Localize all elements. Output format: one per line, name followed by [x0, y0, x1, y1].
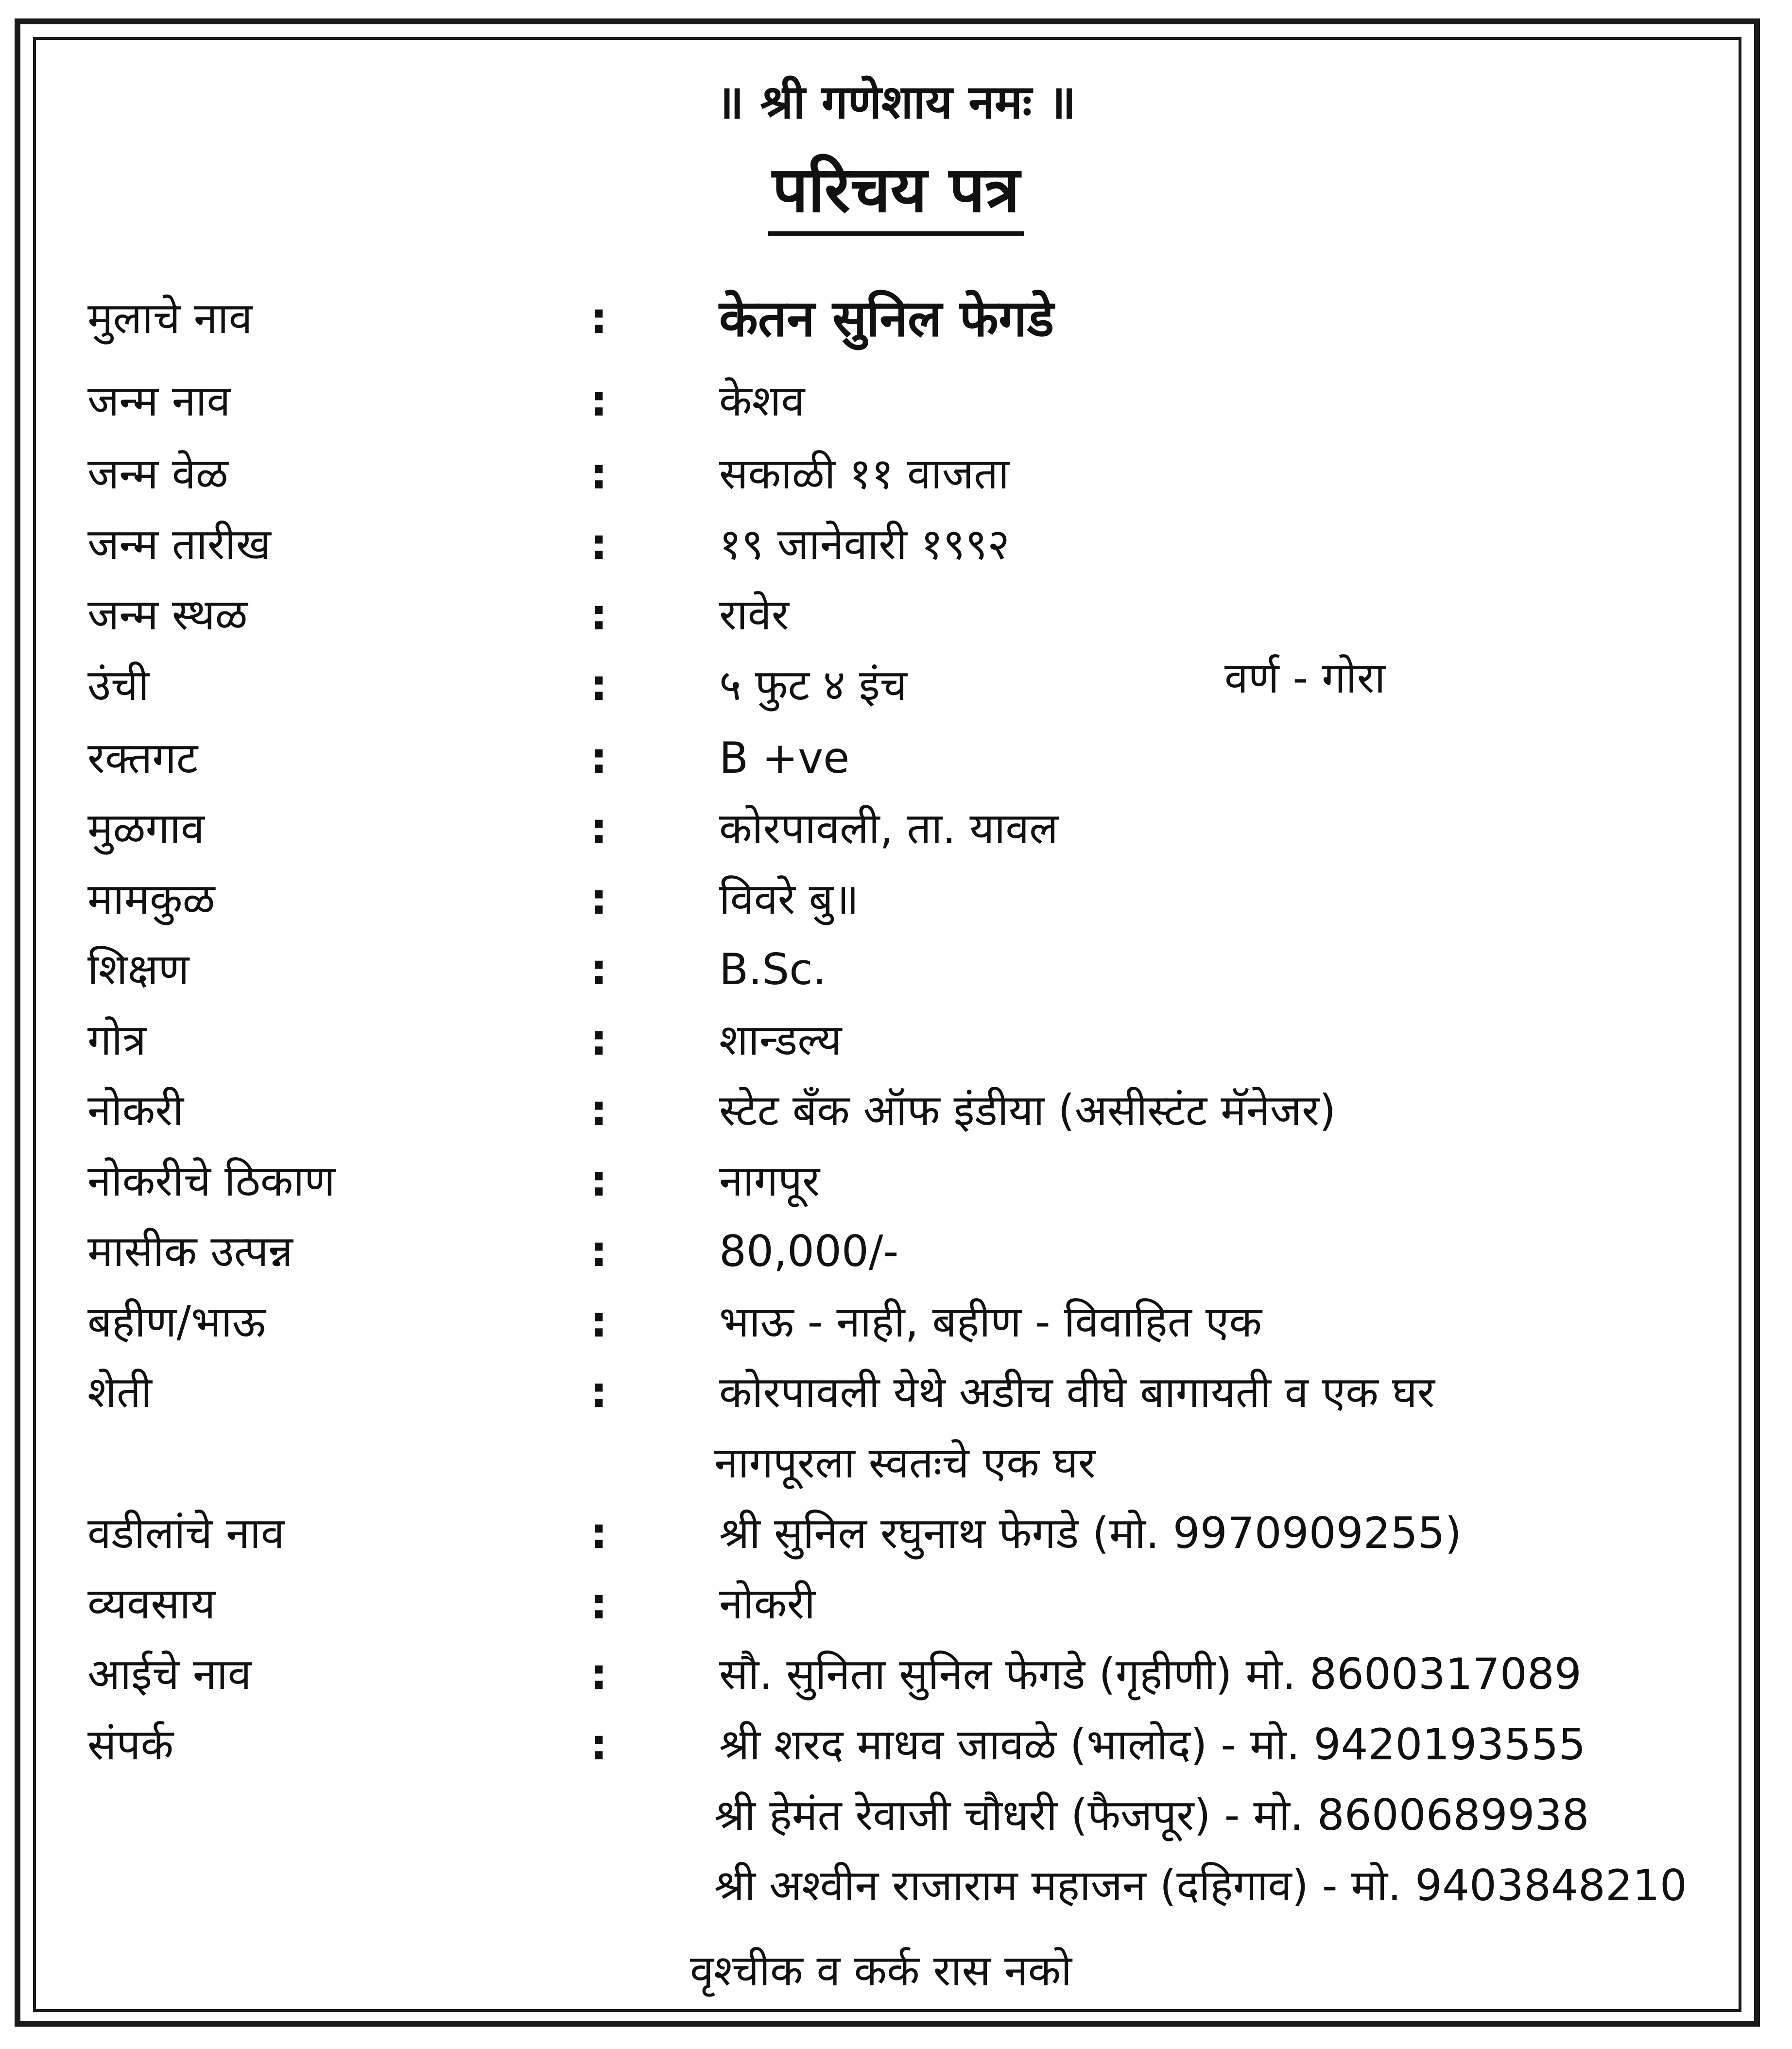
field-value-continued: श्री हेमंत रेवाजी चौधरी (फैजपूर) - मो. 8600689938 [714, 1790, 1589, 1840]
field-label: नोकरी [87, 1085, 184, 1135]
field-label: शेती [87, 1367, 152, 1417]
field-label: नोकरीचे ठिकाण [87, 1156, 335, 1206]
field-label: शिक्षण [87, 944, 190, 994]
row-job [0, 1079, 1792, 1142]
field-label: बहीण/भाऊ [87, 1297, 266, 1347]
field-value: केतन सुनिल फेगडे [719, 289, 1054, 348]
field-value: B +ve [719, 733, 850, 783]
field-label: रक्तगट [87, 733, 198, 783]
row-native-village [0, 797, 1792, 860]
row-gotra [0, 1008, 1792, 1072]
field-label: मामकुळ [87, 874, 215, 924]
document-title-text: परिचय पत्र [768, 151, 1024, 236]
field-value-continued: नागपूरला स्वतःचे एक घर [714, 1438, 1096, 1488]
field-value: कोरपावली येथे अडीच वीघे बागायती व एक घर [719, 1367, 1435, 1417]
row-father-name [0, 1502, 1792, 1565]
row-boy-name [0, 287, 1792, 350]
field-colon: : [590, 449, 608, 499]
field-value: शान्डल्य [719, 1015, 842, 1065]
field-value: १९ जानेवारी १९९२ [719, 519, 1010, 569]
row-maternal-family [0, 868, 1792, 931]
field-label: आईचे नाव [87, 1649, 252, 1699]
row-education [0, 938, 1792, 1001]
field-label: वडीलांचे नाव [87, 1508, 285, 1558]
row-contact [0, 1713, 1792, 1776]
row-farm-continued [0, 1431, 1792, 1494]
field-label: मुलाचे नाव [87, 293, 253, 343]
row-birth-name [0, 369, 1792, 433]
field-colon: : [590, 944, 608, 994]
row-birth-place [0, 583, 1792, 646]
row-blood-group [0, 727, 1792, 790]
field-colon: : [590, 519, 608, 569]
row-mother-name [0, 1643, 1792, 1706]
field-colon: : [590, 660, 608, 710]
row-height [0, 654, 1792, 717]
field-colon: : [590, 1015, 608, 1065]
footer-note: वृश्चीक व कर्क रास नको [690, 1945, 1072, 1996]
complexion-value: वर्ण - गोरा [1224, 653, 1386, 703]
field-value: B.Sc. [719, 944, 827, 994]
row-contact-2 [0, 1784, 1792, 1847]
field-label: व्यवसाय [87, 1579, 216, 1629]
field-value: सकाळी ११ वाजता [719, 449, 1009, 499]
field-label: जन्म नाव [87, 376, 231, 426]
field-colon: : [590, 1649, 608, 1699]
field-label: मासीक उत्पन्न [87, 1226, 293, 1276]
field-label: जन्म तारीख [87, 519, 271, 569]
field-colon: : [590, 1579, 608, 1629]
row-contact-3 [0, 1854, 1792, 1917]
field-colon: : [590, 293, 608, 343]
field-value: केशव [719, 376, 805, 426]
field-colon: : [590, 803, 608, 853]
field-value-continued: श्री अश्वीन राजाराम महाजन (दहिगाव) - मो. 9403848210 [714, 1860, 1687, 1910]
row-siblings [0, 1290, 1792, 1354]
field-colon: : [590, 1367, 608, 1417]
row-job-location [0, 1149, 1792, 1213]
field-label: गोत्र [87, 1015, 146, 1065]
field-value: नागपूर [719, 1156, 820, 1206]
field-label: जन्म स्थळ [87, 590, 248, 640]
field-colon: : [590, 590, 608, 640]
field-label: जन्म वेळ [87, 449, 228, 499]
field-label: उंची [87, 660, 149, 710]
field-value: श्री सुनिल रघुनाथ फेगडे (मो. 9970909255) [719, 1508, 1462, 1558]
invocation-line: ॥ श्री गणेशाय नमः ॥ [716, 75, 1076, 129]
field-value: विवरे बु॥ [719, 874, 859, 924]
document-title [0, 151, 1792, 236]
row-occupation [0, 1572, 1792, 1635]
field-value: स्टेट बँक ऑफ इंडीया (असीस्टंट मॅनेजर) [719, 1085, 1336, 1135]
row-farm [0, 1361, 1792, 1424]
row-birth-date [0, 513, 1792, 576]
field-colon: : [590, 874, 608, 924]
field-value: भाऊ - नाही, बहीण - विवाहित एक [719, 1297, 1262, 1347]
field-colon: : [590, 1226, 608, 1276]
field-colon: : [590, 1719, 608, 1770]
field-label: संपर्क [87, 1719, 174, 1770]
field-colon: : [590, 733, 608, 783]
field-value: कोरपावली, ता. यावल [719, 803, 1058, 853]
field-value: 80,000/- [719, 1226, 899, 1276]
field-label: मुळगाव [87, 803, 205, 853]
field-value: ५ फुट ४ इंच [719, 660, 907, 710]
field-value: नोकरी [719, 1579, 816, 1629]
field-colon: : [590, 376, 608, 426]
field-colon: : [590, 1156, 608, 1206]
field-value: सौ. सुनिता सुनिल फेगडे (गृहीणी) मो. 8600317089 [719, 1649, 1582, 1699]
field-value: रावेर [719, 590, 789, 640]
field-colon: : [590, 1085, 608, 1135]
field-value: श्री शरद माधव जावळे (भालोद) - मो. 9420193555 [719, 1719, 1586, 1770]
field-colon: : [590, 1508, 608, 1558]
row-monthly-income [0, 1220, 1792, 1283]
field-colon: : [590, 1297, 608, 1347]
row-birth-time [0, 442, 1792, 505]
